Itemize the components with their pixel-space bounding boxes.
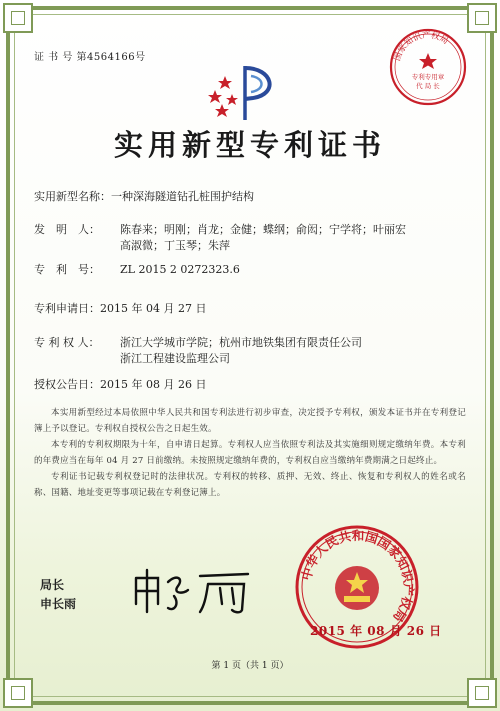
seal-date: 2015 年 08 月 26 日 bbox=[310, 624, 442, 638]
field-value: 一种深海隧道钻孔桩围护结构 bbox=[111, 190, 254, 203]
field-label: 实用新型名称： bbox=[34, 190, 111, 203]
field-patentee bbox=[34, 335, 440, 367]
field-utility-model-name bbox=[34, 189, 254, 205]
patent-office-emblem bbox=[205, 58, 285, 124]
inventor-line-2: 高淑微；丁玉琴；朱萍 bbox=[120, 239, 230, 252]
border-corner bbox=[467, 3, 497, 33]
field-filing-date bbox=[34, 301, 206, 317]
field-label: 发 明 人： bbox=[34, 223, 100, 236]
field-value bbox=[120, 335, 440, 367]
field-label: 专 利 权 人： bbox=[34, 336, 100, 349]
field-patent-number bbox=[34, 262, 240, 278]
body-paragraph: 专利证书记载专利权登记时的法律状况。专利权的转移、质押、无效、终止、恢复和专利权人的姓名或名称、国籍、地址变更等事项记载在专利登记簿上。 bbox=[34, 472, 466, 498]
certificate-number: 证 书 号 第4564166号 bbox=[34, 52, 146, 63]
field-label: 专利申请日： bbox=[34, 302, 100, 315]
inventor-line-1: 陈春来；明刚；肖龙；金健；蝶纲；俞闳；宁学将；叶丽宏 bbox=[120, 223, 406, 236]
field-value: 2015 年 08 月 26 日 bbox=[100, 378, 207, 391]
body-paragraph: 本实用新型经过本局依照中华人民共和国专利法进行初步审查，决定授予专利权，颁发本证书并在专利登记簿上予以登记。专利权自授权公告之日起生效。 bbox=[34, 408, 466, 434]
patent-office-seal-top bbox=[388, 27, 468, 107]
body-paragraph: 本专利的专利权期限为十年，自申请日起算。专利权人应当依照专利法及其实施细则规定缴纳年费。本专利的年费应当在每年 04 月 27 日前缴纳。未按照规定缴纳年费的，专利权自应当缴纳年费期满之日起终止。 bbox=[34, 440, 466, 466]
border-corner bbox=[467, 678, 497, 708]
patentee-line-2: 浙江工程建设监理公司 bbox=[120, 352, 230, 365]
field-inventors bbox=[34, 222, 420, 254]
seal-ring-text: 国家知识产权局 bbox=[392, 30, 450, 63]
field-value: ZL 2015 2 0272323.6 bbox=[120, 263, 240, 276]
field-label: 授权公告日： bbox=[34, 378, 100, 391]
border-corner bbox=[3, 3, 33, 33]
seal-subtext-1: 专利专用章 bbox=[411, 73, 445, 81]
field-value bbox=[120, 222, 420, 254]
seal-ring-text: 中华人民共和国国家知识产权局 bbox=[298, 527, 417, 625]
field-label: 专 利 号： bbox=[34, 263, 100, 276]
field-value: 2015 年 04 月 27 日 bbox=[100, 302, 207, 315]
certificate-title: 实用新型专利证书 bbox=[113, 128, 386, 162]
field-grant-date bbox=[34, 377, 206, 393]
seal-subtext-2: 代 局 长 bbox=[416, 82, 440, 90]
patentee-line-1: 浙江大学城市学院；杭州市地铁集团有限责任公司 bbox=[120, 336, 362, 349]
director-name: 申长雨 bbox=[40, 597, 77, 611]
page-number: 第 1 页（共 1 页） bbox=[211, 661, 289, 671]
certificate-body-text bbox=[34, 405, 466, 501]
director-title: 局长 bbox=[40, 578, 65, 592]
director-signature bbox=[128, 564, 258, 618]
border-corner bbox=[3, 678, 33, 708]
